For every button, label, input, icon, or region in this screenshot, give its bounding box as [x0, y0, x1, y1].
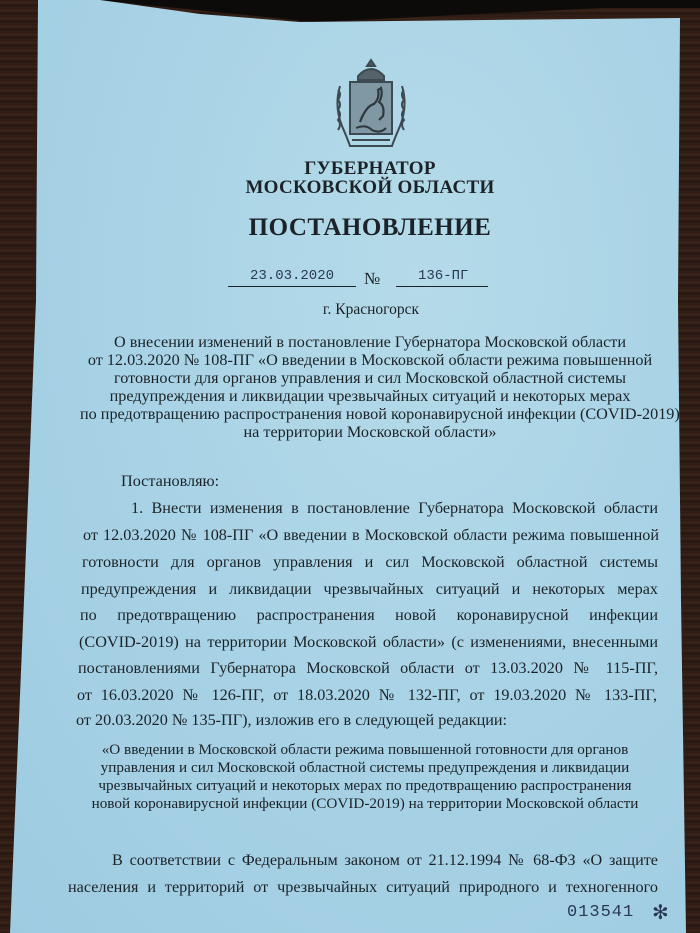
title-line: по предотвращению распространения новой коронавирусной инфекции (COVID-2019) [80, 405, 680, 423]
quote-line: новой коронавирусной инфекции (COVID-2019) на территории Московской области [91, 795, 639, 812]
paragraph-line: от 12.03.2020 № 108-ПГ «О введении в Московской области режима повышенной [83, 526, 659, 544]
resolve-label: Постановляю: [121, 472, 220, 490]
authority-line-1: ГУБЕРНАТОР [304, 158, 436, 179]
document-date: 23.03.2020 [249, 268, 334, 284]
paragraph-line: по предотвращению распространения новой коронавирусной инфекции [80, 606, 658, 624]
document-number: 136-ПГ [418, 268, 469, 284]
paragraph-line: В соответствии с Федеральным законом от 21.12.1994 № 68-ФЗ «О защите [112, 851, 658, 869]
quote-line: чрезвычайных ситуаций и некоторых мерах по предотвращению распространения [98, 777, 632, 794]
paragraph-line: 1. Внести изменения в постановление Губернатора Московской области [131, 499, 658, 517]
quote-line: «О введении в Московской области режима повышенной готовности для органов [101, 741, 629, 758]
title-line: предупреждения и ликвидации чрезвычайных ситуаций и некоторых мерах [109, 387, 631, 405]
quote-line: управления и сил Московской областной системы предупреждения и ликвидации [100, 759, 630, 776]
serial-number: 013541 [567, 903, 635, 922]
paragraph-line: населения и территорий от чрезвычайных ситуаций природного и техногенного [68, 878, 658, 896]
document-type-heading: ПОСТАНОВЛЕНИЕ [248, 214, 492, 241]
paragraph-line: готовности для органов управления и сил Московской областной системы [82, 553, 658, 571]
number-underline [396, 286, 488, 287]
date-underline [228, 286, 356, 287]
paragraph-line: постановлениями Губернатора Московской области от 13.03.2020 № 115-ПГ, [78, 659, 658, 677]
asterisk-mark-icon: ✻ [652, 902, 669, 924]
title-line: от 12.03.2020 № 108-ПГ «О введении в Московской области режима повышенной [87, 351, 653, 369]
city-name: г. Красногорск [322, 301, 420, 318]
title-line: О внесении изменений в постановление Губернатора Московской области [114, 333, 626, 351]
paragraph-line: предупреждения и ликвидации чрезвычайных ситуаций и некоторых мерах [81, 580, 658, 598]
moscow-oblast-coat-of-arms-icon [330, 56, 412, 152]
authority-line-2: МОСКОВСКОЙ ОБЛАСТИ [245, 177, 495, 198]
paragraph-line: от 16.03.2020 № 126-ПГ, от 18.03.2020 № 132-ПГ, от 19.03.2020 № 133-ПГ, [77, 686, 657, 704]
title-line: готовности для органов управления и сил Московской областной системы [113, 369, 627, 387]
number-sign: № [364, 269, 381, 288]
title-line: на территории Московской области» [243, 423, 497, 441]
paragraph-line: (COVID-2019) на территории Московской области» (с изменениями, внесенными [79, 633, 658, 651]
paragraph-line: от 20.03.2020 № 135-ПГ), изложив его в следующей редакции: [76, 711, 508, 729]
